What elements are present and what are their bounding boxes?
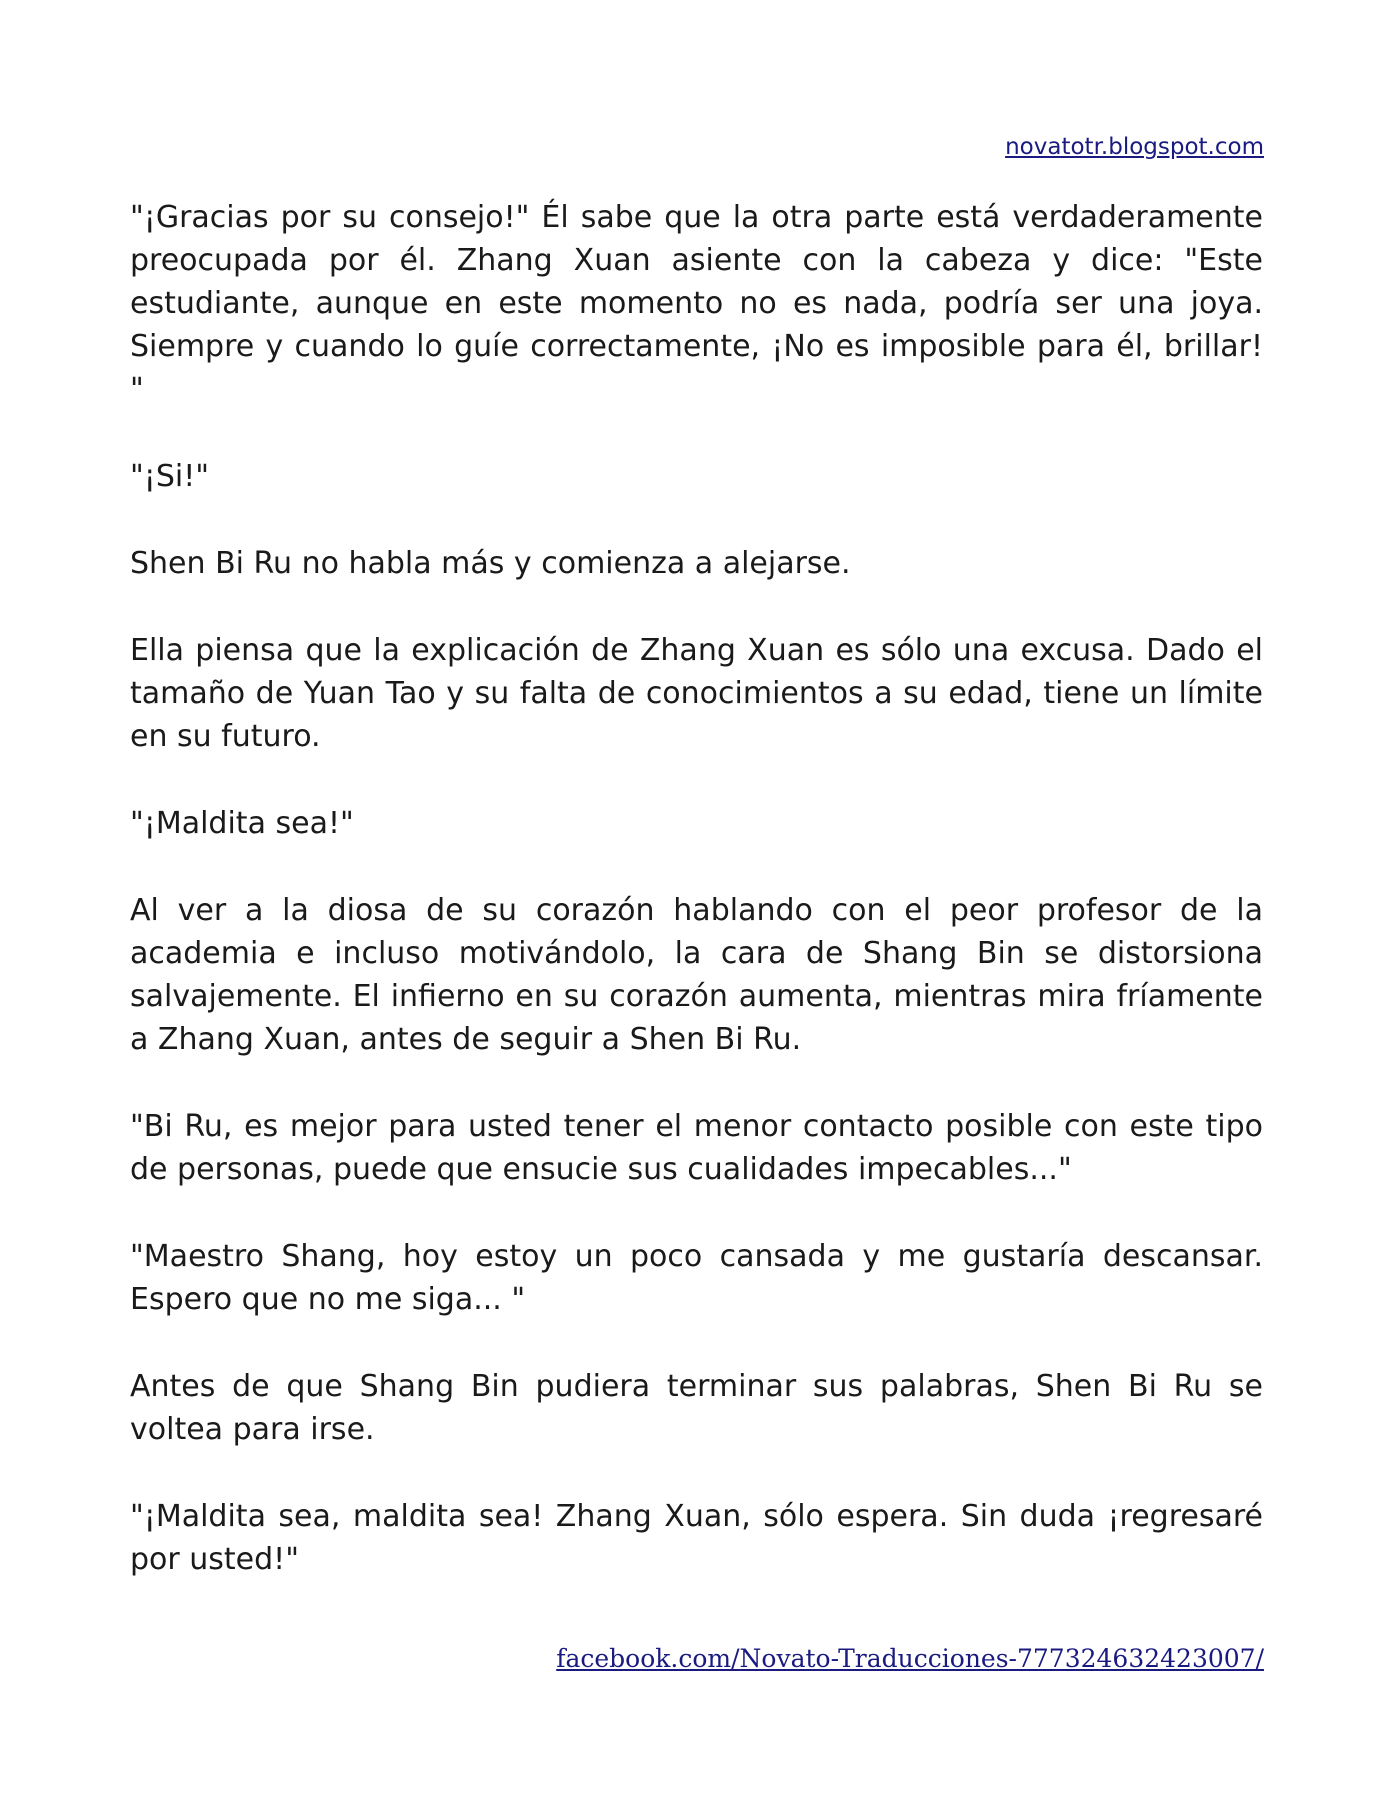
blog-link[interactable]: novatotr.blogspot.com bbox=[1005, 134, 1264, 160]
paragraph: Ella piensa que la explicación de Zhang Xuan es sólo una excusa. Dado el tamaño de Yuan Tao y su falta de conocimientos a su edad, tiene un límite en su futuro. bbox=[130, 633, 1263, 754]
paragraph: "¡Maldita sea, maldita sea! Zhang Xuan, sólo espera. Sin duda ¡regresaré por usted!" bbox=[130, 1499, 1263, 1577]
paragraph: "¡Gracias por su consejo!" Él sabe que la otra parte está verdaderamente preocupada por él. Zhang Xuan asiente con la cabeza y dice: "Este estudiante, aunque en este momento no es nada, podría ser una joya. Siempre y cuando lo guíe correctamente, ¡No es imposible para él, brillar! " bbox=[130, 200, 1263, 407]
paragraph: "Maestro Shang, hoy estoy un poco cansada y me gustaría descansar. Espero que no me siga... " bbox=[130, 1239, 1263, 1317]
paragraph: "¡Si!" bbox=[130, 459, 210, 494]
paragraph: Al ver a la diosa de su corazón hablando con el peor profesor de la academia e incluso motivándolo, la cara de Shang Bin se distorsiona salvajemente. El infierno en su corazón aumenta, mientras mira fríamente a Zhang Xuan, antes de seguir a Shen Bi Ru. bbox=[130, 893, 1263, 1057]
document-body bbox=[130, 196, 1263, 1625]
paragraph: "¡Maldita sea!" bbox=[130, 806, 354, 841]
paragraph: Shen Bi Ru no habla más y comienza a alejarse. bbox=[130, 546, 851, 581]
facebook-link[interactable]: facebook.com/Novato-Traducciones-777324632423007/ bbox=[556, 1644, 1264, 1673]
paragraph: "Bi Ru, es mejor para usted tener el menor contacto posible con este tipo de personas, puede que ensucie sus cualidades impecables..." bbox=[130, 1109, 1263, 1187]
paragraph: Antes de que Shang Bin pudiera terminar sus palabras, Shen Bi Ru se voltea para irse. bbox=[130, 1369, 1263, 1447]
